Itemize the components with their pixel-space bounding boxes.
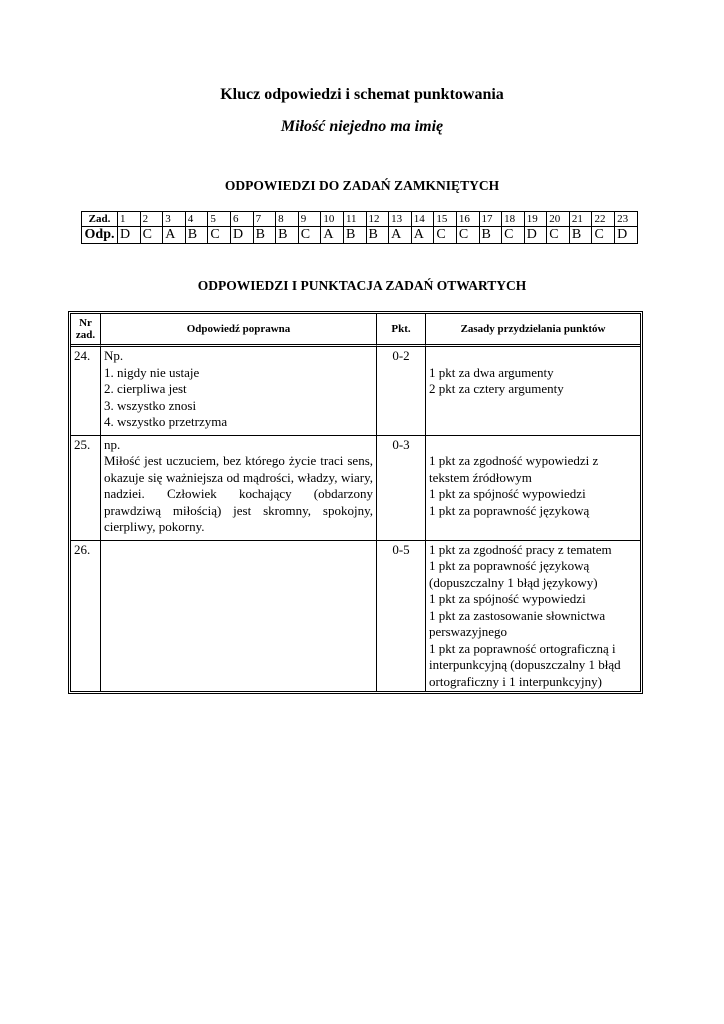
- closed-answers-table: [81, 211, 638, 244]
- answer-row-label: Odp.: [82, 227, 118, 244]
- header-nr: [71, 314, 101, 347]
- task-number-cell: 12: [366, 212, 389, 227]
- answer-row: [82, 227, 638, 244]
- answer-cell: C: [140, 227, 163, 244]
- row-rules: [426, 347, 640, 436]
- rule-line: 1 pkt za poprawność ortograficzną i interpunkcyjną (dopuszczalny 1 błąd ortograficzny i 1 interpunkcyjny): [429, 640, 621, 689]
- task-number-cell: 18: [502, 212, 525, 227]
- task-number-cell: 7: [253, 212, 276, 227]
- task-number-cell: 19: [524, 212, 547, 227]
- answer-cell: D: [230, 227, 253, 244]
- answer-cell: D: [615, 227, 638, 244]
- task-number-cell: 8: [276, 212, 299, 227]
- task-number-cell: 15: [434, 212, 457, 227]
- rule-line: 1 pkt za spójność wypowiedzi: [429, 591, 586, 606]
- answer-cell: B: [569, 227, 592, 244]
- answer-cell: C: [592, 227, 615, 244]
- rule-line: 1 pkt za spójność wypowiedzi: [429, 486, 586, 501]
- answer-cell: C: [456, 227, 479, 244]
- row-answer: [101, 436, 377, 541]
- answer-line: 1. nigdy nie ustaje: [104, 364, 200, 380]
- header-nr-line2: zad.: [75, 329, 96, 341]
- answer-cell: B: [366, 227, 389, 244]
- row-points: 0-5: [377, 541, 426, 692]
- answer-cell: B: [276, 227, 299, 244]
- open-section-title: ODPOWIEDZI I PUNKTACJA ZADAŃ OTWARTYCH: [197, 278, 527, 293]
- answer-line: Np.: [104, 348, 124, 363]
- header-points: Pkt.: [377, 314, 426, 347]
- open-row-24: [71, 347, 640, 436]
- answer-cell: B: [479, 227, 502, 244]
- row-answer: [101, 541, 377, 692]
- task-number-cell: 9: [298, 212, 321, 227]
- rule-line: 1 pkt za zgodność pracy z tematem: [429, 541, 612, 557]
- task-number-cell: 16: [456, 212, 479, 227]
- open-row-25: [71, 436, 640, 541]
- answer-cell: C: [298, 227, 321, 244]
- open-answers-table: [68, 311, 643, 694]
- document-subtitle: Miłość niejedno ma imię: [280, 118, 444, 135]
- answer-intro: np.: [104, 436, 121, 452]
- row-nr: 25.: [71, 436, 101, 541]
- task-number-cell: 1: [118, 212, 141, 227]
- task-number-cell: 5: [208, 212, 231, 227]
- answer-text: Miłość jest uczuciem, bez którego życie traci sens, okazuje się ważniejsza od mądrości, władzy, wiary, nadziei. Człowiek kochający (obdarzony prawdziwą miłością) jest skromny, spokojny, cierpliwy, pokorny.: [104, 453, 373, 534]
- open-table-header: [71, 314, 640, 347]
- task-number-cell: 13: [389, 212, 412, 227]
- task-number-cell: 20: [547, 212, 570, 227]
- task-number-cell: 11: [343, 212, 366, 227]
- task-number-cell: 14: [411, 212, 434, 227]
- row-points: 0-2: [377, 347, 426, 436]
- answer-cell: B: [185, 227, 208, 244]
- answer-cell: B: [343, 227, 366, 244]
- row-rules: [426, 541, 640, 692]
- answer-line: 4. wszystko przetrzyma: [104, 414, 228, 429]
- answer-cell: C: [434, 227, 457, 244]
- task-number-cell: 3: [163, 212, 186, 227]
- task-number-cell: 2: [140, 212, 163, 227]
- task-number-cell: 6: [230, 212, 253, 227]
- row-nr: 24.: [71, 347, 101, 436]
- rule-line: 1 pkt za zgodność wypowiedzi z tekstem źródłowym: [429, 453, 599, 485]
- answer-cell: A: [411, 227, 434, 244]
- task-number-cell: 22: [592, 212, 615, 227]
- answer-cell: A: [321, 227, 344, 244]
- answer-cell: C: [208, 227, 231, 244]
- answer-line: 3. wszystko znosi: [104, 397, 197, 413]
- answer-cell: C: [502, 227, 525, 244]
- answer-line: 2. cierpliwa jest: [104, 381, 187, 396]
- task-number-cell: 10: [321, 212, 344, 227]
- answer-cell: D: [524, 227, 547, 244]
- task-number-cell: 4: [185, 212, 208, 227]
- document-title: Klucz odpowiedzi i schemat punktowania: [220, 86, 504, 103]
- task-number-cell: 21: [569, 212, 592, 227]
- rule-line: 1 pkt za poprawność językową (dopuszczalny 1 błąd językowy): [429, 558, 598, 590]
- answer-cell: A: [163, 227, 186, 244]
- row-points: 0-3: [377, 436, 426, 541]
- task-number-cell: 17: [479, 212, 502, 227]
- answer-cell: C: [547, 227, 570, 244]
- header-answer: Odpowiedź poprawna: [101, 314, 377, 347]
- answer-cell: A: [389, 227, 412, 244]
- answer-cell: D: [118, 227, 141, 244]
- rule-line: 1 pkt za dwa argumenty: [429, 364, 554, 380]
- rule-line: 1 pkt za poprawność językową: [429, 502, 590, 518]
- answer-cell: B: [253, 227, 276, 244]
- task-number-row: [82, 212, 638, 227]
- rule-line: 1 pkt za zastosowanie słownictwa perswazyjnego: [429, 607, 606, 639]
- closed-section-title: ODPOWIEDZI DO ZADAŃ ZAMKNIĘTYCH: [224, 178, 500, 193]
- row-nr: 26.: [71, 541, 101, 692]
- open-row-26: [71, 541, 640, 692]
- row-rules: [426, 436, 640, 541]
- row-answer: [101, 347, 377, 436]
- task-number-cell: 23: [615, 212, 638, 227]
- header-nr-line1: Nr: [79, 317, 92, 329]
- task-row-label: Zad.: [82, 212, 118, 227]
- rule-line: 2 pkt za cztery argumenty: [429, 381, 564, 396]
- header-rules: Zasady przydzielania punktów: [426, 314, 640, 347]
